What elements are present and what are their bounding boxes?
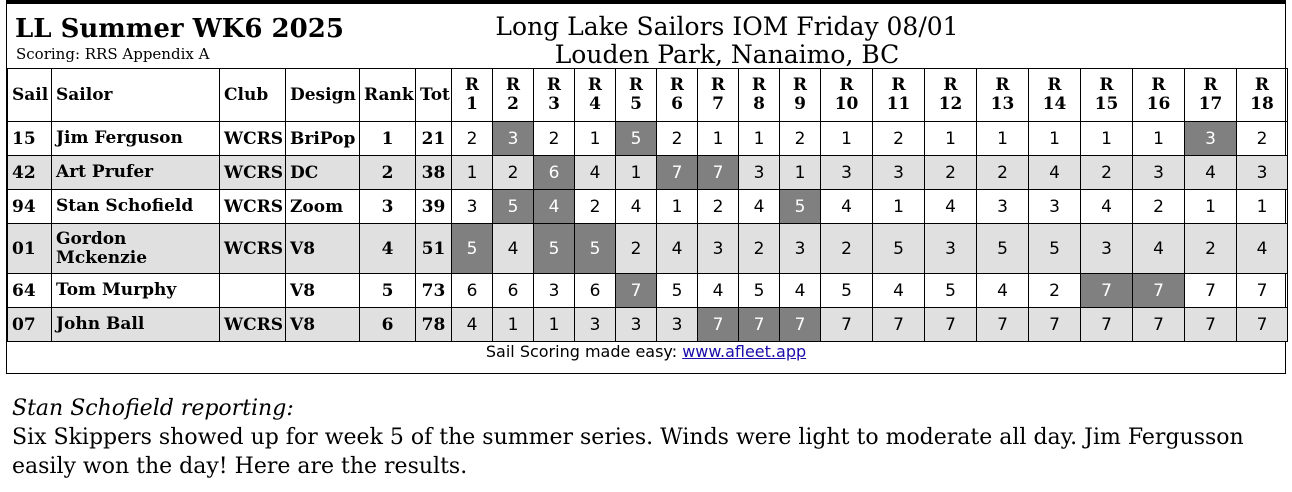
col-race-18	[1237, 69, 1288, 122]
cell-race-score: 1	[1133, 122, 1185, 156]
cell-race-score: 7	[1133, 308, 1185, 342]
cell-race-score: 4	[616, 190, 657, 224]
cell-race-score: 2	[1185, 224, 1237, 274]
cell-race-score: 1	[534, 308, 575, 342]
results-panel	[6, 4, 1286, 374]
cell-race-score: 2	[616, 224, 657, 274]
cell-design: V8	[286, 274, 360, 308]
cell-race-score: 4	[977, 274, 1029, 308]
table-row	[8, 122, 1288, 156]
race-prefix: R	[839, 75, 854, 95]
cell-rank: 6	[360, 308, 416, 342]
cell-tot: 39	[416, 190, 452, 224]
table-row	[8, 224, 1288, 274]
col-race-14	[1029, 69, 1081, 122]
cell-race-score: 7	[616, 274, 657, 308]
cell-sail: 01	[8, 224, 52, 274]
cell-club: WCRS	[220, 224, 286, 274]
cell-race-score: 7	[739, 308, 780, 342]
race-number: 4	[589, 94, 601, 114]
cell-tot: 51	[416, 224, 452, 274]
race-prefix: R	[1203, 75, 1218, 95]
cell-race-score: 2	[1081, 156, 1133, 190]
cell-race-score: 1	[977, 122, 1029, 156]
cell-race-score: 7	[657, 156, 698, 190]
col-race-16	[1133, 69, 1185, 122]
cell-race-score: 1	[493, 308, 534, 342]
table-header-row	[8, 69, 1288, 122]
col-race-15	[1081, 69, 1133, 122]
cell-race-score: 4	[1237, 224, 1288, 274]
cell-race-score: 7	[1081, 308, 1133, 342]
race-prefix: R	[891, 75, 906, 95]
cell-race-score: 3	[493, 122, 534, 156]
cell-race-score: 1	[739, 122, 780, 156]
table-row	[8, 190, 1288, 224]
table-row	[8, 308, 1288, 342]
cell-race-score: 3	[1029, 190, 1081, 224]
cell-race-score: 2	[1029, 274, 1081, 308]
cell-race-score: 7	[1185, 308, 1237, 342]
race-number: 2	[507, 94, 519, 114]
cell-race-score: 3	[1081, 224, 1133, 274]
col-race-8	[739, 69, 780, 122]
col-sailor: Sailor	[52, 69, 220, 122]
cell-race-score: 2	[1133, 190, 1185, 224]
cell-design: V8	[286, 308, 360, 342]
scoring-system: Scoring: RRS Appendix A	[16, 45, 210, 63]
cell-sail: 94	[8, 190, 52, 224]
cell-race-score: 4	[575, 156, 616, 190]
cell-sailor: Art Prufer	[52, 156, 220, 190]
report-body: Six Skippers showed up for week 5 of the summer series. Winds were light to moderate all day. Jim Fergusson easily won the day! Here are the results.	[12, 425, 1244, 479]
cell-race-score: 6	[575, 274, 616, 308]
cell-race-score: 6	[452, 274, 493, 308]
cell-race-score: 7	[977, 308, 1029, 342]
cell-sailor: Jim Ferguson	[52, 122, 220, 156]
cell-race-score: 4	[452, 308, 493, 342]
cell-tot: 78	[416, 308, 452, 342]
race-number: 7	[712, 94, 724, 114]
cell-race-score: 3	[1133, 156, 1185, 190]
cell-race-score: 5	[657, 274, 698, 308]
race-prefix: R	[995, 75, 1010, 95]
race-prefix: R	[628, 75, 644, 95]
cell-design: DC	[286, 156, 360, 190]
cell-race-score: 2	[452, 122, 493, 156]
cell-race-score: 4	[1081, 190, 1133, 224]
cell-sail: 15	[8, 122, 52, 156]
cell-race-score: 7	[821, 308, 873, 342]
cell-race-score: 5	[1029, 224, 1081, 274]
cell-sail: 07	[8, 308, 52, 342]
cell-race-score: 5	[534, 224, 575, 274]
race-number: 1	[466, 94, 478, 114]
cell-race-score: 4	[1029, 156, 1081, 190]
col-race-12	[925, 69, 977, 122]
cell-race-score: 5	[493, 190, 534, 224]
cell-sailor: John Ball	[52, 308, 220, 342]
cell-club: WCRS	[220, 122, 286, 156]
cell-race-score: 4	[873, 274, 925, 308]
race-prefix: R	[546, 75, 562, 95]
event-venue: Louden Park, Nanaimo, BC	[554, 40, 900, 69]
cell-race-score: 7	[1133, 274, 1185, 308]
col-race-6	[657, 69, 698, 122]
cell-race-score: 4	[925, 190, 977, 224]
cell-race-score: 2	[821, 224, 873, 274]
table-row	[8, 274, 1288, 308]
cell-club: WCRS	[220, 308, 286, 342]
race-number: 17	[1198, 94, 1223, 114]
race-prefix: R	[464, 75, 480, 95]
cell-race-score: 5	[739, 274, 780, 308]
report-author: Stan Schofield reporting:	[12, 396, 294, 421]
cell-race-score: 6	[493, 274, 534, 308]
race-number: 5	[630, 94, 642, 114]
cell-race-score: 6	[534, 156, 575, 190]
cell-race-score: 4	[657, 224, 698, 274]
cell-tot: 38	[416, 156, 452, 190]
cell-race-score: 1	[821, 122, 873, 156]
cell-race-score: 7	[873, 308, 925, 342]
race-number: 6	[671, 94, 683, 114]
cell-rank: 1	[360, 122, 416, 156]
cell-race-score: 1	[1237, 190, 1288, 224]
cell-race-score: 1	[925, 122, 977, 156]
cell-race-score: 4	[534, 190, 575, 224]
cell-race-score: 1	[1081, 122, 1133, 156]
cell-race-score: 4	[1133, 224, 1185, 274]
cell-race-score: 1	[616, 156, 657, 190]
col-race-9	[780, 69, 821, 122]
cell-race-score: 5	[780, 190, 821, 224]
cell-race-score: 3	[698, 224, 739, 274]
cell-race-score: 3	[1185, 122, 1237, 156]
table-row	[8, 156, 1288, 190]
race-number: 8	[753, 94, 765, 114]
col-race-2	[493, 69, 534, 122]
cell-race-score: 4	[493, 224, 534, 274]
cell-race-score: 3	[925, 224, 977, 274]
page-title: LL Summer WK6 2025	[15, 14, 344, 44]
col-club: Club	[220, 69, 286, 122]
cell-race-score: 1	[452, 156, 493, 190]
race-prefix: R	[587, 75, 603, 95]
race-number: 14	[1042, 94, 1067, 114]
cell-race-score: 2	[657, 122, 698, 156]
cell-club: WCRS	[220, 190, 286, 224]
cell-tot: 73	[416, 274, 452, 308]
cell-design: Zoom	[286, 190, 360, 224]
footer-link[interactable]: www.afleet.app	[682, 342, 807, 361]
race-prefix: R	[751, 75, 767, 95]
col-design: Design	[286, 69, 360, 122]
cell-race-score: 7	[925, 308, 977, 342]
race-prefix: R	[1151, 75, 1166, 95]
cell-sailor: Tom Murphy	[52, 274, 220, 308]
race-prefix: R	[943, 75, 958, 95]
event-name: Long Lake Sailors IOM Friday 08/01	[495, 12, 959, 41]
footer	[7, 342, 1285, 361]
cell-race-score: 5	[977, 224, 1029, 274]
cell-race-score: 3	[739, 156, 780, 190]
cell-race-score: 7	[1081, 274, 1133, 308]
cell-sail: 42	[8, 156, 52, 190]
cell-club: WCRS	[220, 156, 286, 190]
cell-rank: 4	[360, 224, 416, 274]
cell-race-score: 3	[821, 156, 873, 190]
cell-race-score: 3	[657, 308, 698, 342]
cell-race-score: 3	[1237, 156, 1288, 190]
cell-race-score: 2	[739, 224, 780, 274]
cell-race-score: 2	[925, 156, 977, 190]
race-number: 9	[794, 94, 806, 114]
cell-race-score: 7	[1237, 308, 1288, 342]
cell-race-score: 3	[452, 190, 493, 224]
cell-rank: 5	[360, 274, 416, 308]
cell-race-score: 5	[575, 224, 616, 274]
cell-race-score: 5	[821, 274, 873, 308]
race-prefix: R	[669, 75, 685, 95]
cell-race-score: 5	[452, 224, 493, 274]
cell-race-score: 3	[616, 308, 657, 342]
cell-race-score: 5	[616, 122, 657, 156]
results-body	[8, 122, 1288, 342]
cell-race-score: 1	[657, 190, 698, 224]
cell-race-score: 4	[821, 190, 873, 224]
race-prefix: R	[1254, 75, 1270, 95]
cell-race-score: 2	[780, 122, 821, 156]
cell-sailor: Gordon Mckenzie	[52, 224, 220, 274]
race-report	[12, 394, 1282, 481]
race-number: 13	[990, 94, 1015, 114]
cell-race-score: 4	[780, 274, 821, 308]
cell-race-score: 5	[925, 274, 977, 308]
race-number: 3	[548, 94, 560, 114]
cell-rank: 3	[360, 190, 416, 224]
race-prefix: R	[505, 75, 521, 95]
cell-sail: 64	[8, 274, 52, 308]
cell-race-score: 2	[575, 190, 616, 224]
race-number: 18	[1250, 94, 1274, 114]
cell-race-score: 3	[873, 156, 925, 190]
col-race-10	[821, 69, 873, 122]
col-race-17	[1185, 69, 1237, 122]
cell-race-score: 4	[698, 274, 739, 308]
results-table	[7, 68, 1288, 342]
race-prefix: R	[710, 75, 726, 95]
cell-race-score: 2	[977, 156, 1029, 190]
col-race-3	[534, 69, 575, 122]
cell-race-score: 7	[780, 308, 821, 342]
cell-sailor: Stan Schofield	[52, 190, 220, 224]
cell-race-score: 4	[739, 190, 780, 224]
cell-race-score: 1	[698, 122, 739, 156]
cell-race-score: 3	[534, 274, 575, 308]
cell-race-score: 2	[493, 156, 534, 190]
cell-race-score: 2	[873, 122, 925, 156]
cell-race-score: 3	[575, 308, 616, 342]
cell-race-score: 3	[780, 224, 821, 274]
cell-race-score: 1	[1029, 122, 1081, 156]
col-rank: Rank	[360, 69, 416, 122]
cell-race-score: 7	[1237, 274, 1288, 308]
col-race-11	[873, 69, 925, 122]
col-tot: Tot	[416, 69, 452, 122]
cell-race-score: 2	[534, 122, 575, 156]
cell-race-score: 7	[698, 308, 739, 342]
col-sail: Sail	[8, 69, 52, 122]
race-prefix: R	[1047, 75, 1062, 95]
cell-race-score: 5	[873, 224, 925, 274]
race-number: 12	[938, 94, 963, 114]
cell-race-score: 4	[1185, 156, 1237, 190]
col-race-13	[977, 69, 1029, 122]
col-race-1	[452, 69, 493, 122]
race-number: 15	[1094, 94, 1119, 114]
race-number: 16	[1146, 94, 1171, 114]
footer-text: Sail Scoring made easy:	[485, 342, 683, 361]
col-race-5	[616, 69, 657, 122]
cell-design: V8	[286, 224, 360, 274]
race-number: 10	[834, 94, 859, 114]
cell-race-score: 7	[1185, 274, 1237, 308]
cell-race-score: 1	[780, 156, 821, 190]
cell-race-score: 1	[575, 122, 616, 156]
race-prefix: R	[792, 75, 808, 95]
cell-rank: 2	[360, 156, 416, 190]
cell-race-score: 7	[1029, 308, 1081, 342]
cell-race-score: 3	[977, 190, 1029, 224]
cell-race-score: 1	[1185, 190, 1237, 224]
race-prefix: R	[1099, 75, 1114, 95]
cell-race-score: 7	[698, 156, 739, 190]
cell-design: BriPop	[286, 122, 360, 156]
cell-club	[220, 274, 286, 308]
race-number: 11	[886, 94, 911, 114]
col-race-4	[575, 69, 616, 122]
cell-race-score: 2	[698, 190, 739, 224]
cell-tot: 21	[416, 122, 452, 156]
cell-race-score: 2	[1237, 122, 1288, 156]
cell-race-score: 1	[873, 190, 925, 224]
col-race-7	[698, 69, 739, 122]
